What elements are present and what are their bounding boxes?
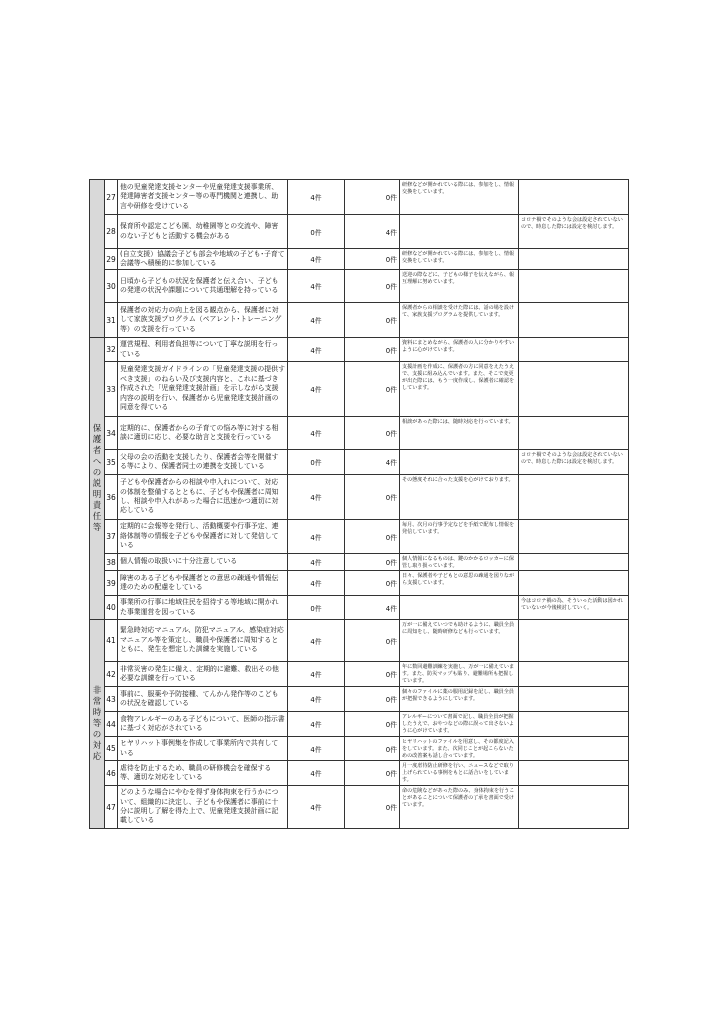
- table-row: [90, 662, 629, 687]
- comment-cell: 資料にまとめながら、保護者の人に分かりやすいように心がけています。: [400, 338, 519, 362]
- improvement-cell: [519, 554, 629, 571]
- yes-count-cell: 4件: [288, 662, 345, 687]
- item-number-cell: 37: [105, 520, 118, 554]
- comment-cell: 月一度虐待防止研修を行い、ニュースなどで取り上げられている事例をもとに話合いをしています。: [400, 761, 519, 786]
- improvement-cell: [519, 270, 629, 303]
- item-description-cell: 定期的に、保護者からの子育ての悩み等に対する相談に適切に応じ、必要な助言と支援を行っている: [118, 417, 288, 450]
- no-count-cell: 0件: [345, 761, 400, 786]
- improvement-cell: [519, 417, 629, 450]
- improvement-cell: コロナ禍でそのような会は設定されていないので、時息した際には設定を検討します。: [519, 450, 629, 475]
- improvement-cell: [519, 362, 629, 417]
- item-description-cell: 運営規程、利用者負担等について丁寧な説明を行っている: [118, 338, 288, 362]
- table-row: [90, 249, 629, 270]
- item-number-cell: 36: [105, 475, 118, 520]
- comment-cell: 保護者からの相談を受けた際には、話の場を設けて、家族支援プログラムを提供しています。: [400, 303, 519, 338]
- category-cell-emergency-response: [90, 620, 105, 829]
- item-number-cell: 47: [105, 786, 118, 829]
- table-row: [90, 687, 629, 712]
- table-row: [90, 520, 629, 554]
- no-count-cell: 4件: [345, 596, 400, 620]
- yes-count-cell: 4件: [288, 475, 345, 520]
- no-count-cell: 0件: [345, 520, 400, 554]
- item-description-cell: 障害のある子どもや保護者との意思の疎通や情報伝達のための配慮をしている: [118, 571, 288, 596]
- item-number-cell: 41: [105, 620, 118, 662]
- item-number-cell: 28: [105, 215, 118, 249]
- item-number-cell: 32: [105, 338, 118, 362]
- item-description-cell: (自立支援）協議会子ども部会や地域の子ども･子育て会議等へ積極的に参加している: [118, 249, 288, 270]
- item-number-cell: 29: [105, 249, 118, 270]
- item-number-cell: 40: [105, 596, 118, 620]
- table-row: [90, 712, 629, 737]
- item-description-cell: ヒヤリハット事例集を作成して事業所内で共有している: [118, 737, 288, 761]
- improvement-cell: [519, 620, 629, 662]
- comment-cell: [400, 596, 519, 620]
- yes-count-cell: 4件: [288, 620, 345, 662]
- no-count-cell: 0件: [345, 554, 400, 571]
- improvement-cell: [519, 737, 629, 761]
- comment-cell: [400, 450, 519, 475]
- yes-count-cell: 4件: [288, 687, 345, 712]
- comment-cell: 命の危険などがあった際のみ、身体拘束を行うことがあることについて保護者の了承を書面で受けています。: [400, 786, 519, 829]
- item-number-cell: 44: [105, 712, 118, 737]
- yes-count-cell: 4件: [288, 303, 345, 338]
- comment-cell: 支援計画を作成に、保護者の方に同意をえたうえで、支援に組み込んでいます。また、そこで変更が出た際には、もう一度作成し、保護者に確認をしています。: [400, 362, 519, 417]
- no-count-cell: 0件: [345, 662, 400, 687]
- yes-count-cell: 0件: [288, 450, 345, 475]
- item-description-cell: 児童発達支援ガイドラインの「児童発達支援の提供すべき支援」のねらい及び支援内容と、これに基づき作成された「児童発達支援計画」を示しながら支援内容の説明を行い、保護者から児童発達支援計画の同意を得ている: [118, 362, 288, 417]
- yes-count-cell: 4件: [288, 554, 345, 571]
- improvement-cell: [519, 520, 629, 554]
- item-number-cell: 31: [105, 303, 118, 338]
- no-count-cell: 0件: [345, 180, 400, 215]
- category-label: 保護者への説明責任等: [92, 423, 102, 533]
- no-count-cell: 0件: [345, 249, 400, 270]
- item-description-cell: 定期的に会報等を発行し、活動概要や行事予定、連絡体制等の情報を子どもや保護者に対して発信している: [118, 520, 288, 554]
- yes-count-cell: 4件: [288, 338, 345, 362]
- item-description-cell: 虐待を防止するため、職員の研修機会を確保する等、適切な対応をしている: [118, 761, 288, 786]
- comment-cell: ヒヤリハットのファイルを用意し、その都度記入をしています。また、次同じことが起こらないための改善案も話し合っています。: [400, 737, 519, 761]
- item-number-cell: 35: [105, 450, 118, 475]
- yes-count-cell: 0件: [288, 596, 345, 620]
- yes-count-cell: 4件: [288, 180, 345, 215]
- yes-count-cell: 4件: [288, 712, 345, 737]
- comment-cell: その態度それに合った支援を心がけております。: [400, 475, 519, 520]
- comment-cell: 個人情報になるものは、鍵のかかるロッカーに保管し取り扱っています。: [400, 554, 519, 571]
- category-cell-guardian-accountability: [90, 338, 105, 620]
- table-row: [90, 180, 629, 215]
- improvement-cell: [519, 687, 629, 712]
- improvement-cell: [519, 761, 629, 786]
- table-row: [90, 737, 629, 761]
- evaluation-table: [89, 179, 629, 829]
- no-count-cell: 0件: [345, 338, 400, 362]
- yes-count-cell: 4件: [288, 761, 345, 786]
- item-number-cell: 27: [105, 180, 118, 215]
- table-row: [90, 786, 629, 829]
- no-count-cell: 0件: [345, 786, 400, 829]
- item-description-cell: 保育所や認定こども園、幼稚園等との交流や、障害のない子どもと活動する機会がある: [118, 215, 288, 249]
- item-description-cell: 緊急時対応マニュアル、防犯マニュアル、感染症対応マニュアル等を策定し、職員や保護者に周知するとともに、発生を想定した訓練を実施している: [118, 620, 288, 662]
- yes-count-cell: 4件: [288, 571, 345, 596]
- yes-count-cell: 4件: [288, 417, 345, 450]
- improvement-cell: [519, 338, 629, 362]
- item-number-cell: 46: [105, 761, 118, 786]
- comment-cell: 万が一に備えていつでも助けるように、職員全員に周知をし、随時研修なども行っています。: [400, 620, 519, 662]
- no-count-cell: 0件: [345, 362, 400, 417]
- item-number-cell: 34: [105, 417, 118, 450]
- comment-cell: 研修などが開かれている際には、参加をし、情報交換をしています。: [400, 249, 519, 270]
- comment-cell: アレルギーについて書面で記し、職員全員が把握したうえで、おやつなどの際に誤って出さないように心がけています。: [400, 712, 519, 737]
- table-row: [90, 450, 629, 475]
- no-count-cell: 4件: [345, 450, 400, 475]
- no-count-cell: 0件: [345, 687, 400, 712]
- table-row: [90, 571, 629, 596]
- table-row: [90, 215, 629, 249]
- improvement-cell: [519, 662, 629, 687]
- comment-cell: 日々、保護者や子どもとの意思の疎通を図りながら支援しています。: [400, 571, 519, 596]
- yes-count-cell: 4件: [288, 786, 345, 829]
- comment-cell: 個々のファイルに薬の服用記録を記し、職員全員が把握できるようにしています。: [400, 687, 519, 712]
- item-number-cell: 38: [105, 554, 118, 571]
- item-number-cell: 30: [105, 270, 118, 303]
- no-count-cell: 0件: [345, 303, 400, 338]
- yes-count-cell: 4件: [288, 520, 345, 554]
- table-row: [90, 554, 629, 571]
- no-count-cell: 0件: [345, 737, 400, 761]
- no-count-cell: 0件: [345, 417, 400, 450]
- category-label: 非常時等の対応: [92, 685, 102, 762]
- category-cell-prev: [90, 180, 105, 338]
- no-count-cell: 0件: [345, 571, 400, 596]
- comment-cell: 年に数回避難訓練を実施し、万が一に備えています。また、防災マップも貼り、避難場所も把握しています。: [400, 662, 519, 687]
- yes-count-cell: 0件: [288, 215, 345, 249]
- table-row: [90, 475, 629, 520]
- comment-cell: [400, 215, 519, 249]
- no-count-cell: 0件: [345, 475, 400, 520]
- item-description-cell: 日頃から子どもの状況を保護者と伝え合い、子どもの発達の状況や課題について共通理解を持っている: [118, 270, 288, 303]
- table-row: [90, 270, 629, 303]
- yes-count-cell: 4件: [288, 270, 345, 303]
- item-description-cell: どのような場合にやむを得ず身体拘束を行うかについて、組織的に決定し、子どもや保護者に事前に十分に説明し了解を得た上で、児童発達支援計画に記載している: [118, 786, 288, 829]
- no-count-cell: 4件: [345, 215, 400, 249]
- item-description-cell: 父母の会の活動を支援したり、保護者会等を開催する等により、保護者同士の連携を支援している: [118, 450, 288, 475]
- yes-count-cell: 4件: [288, 737, 345, 761]
- improvement-cell: [519, 571, 629, 596]
- item-description-cell: 非常災害の発生に備え、定期的に避難、救出その他必要な訓練を行っている: [118, 662, 288, 687]
- comment-cell: 相談があった際には、随時対応を行っています。: [400, 417, 519, 450]
- item-description-cell: 食物アレルギーのある子どもについて、医師の指示書に基づく対応がされている: [118, 712, 288, 737]
- item-description-cell: 子どもや保護者からの相談や申入れについて、対応の体制を整備するとともに、子どもや保護者に周知し、相談や申入れがあった場合に迅速かつ適切に対応している: [118, 475, 288, 520]
- table-row: [90, 620, 629, 662]
- comment-cell: 研修などが開かれている際には、参加をし、情報交換をしています。: [400, 180, 519, 215]
- improvement-cell: [519, 786, 629, 829]
- comment-cell: 送迎の際などに、子どもの様子を伝えながら、報互理解に努めています。: [400, 270, 519, 303]
- improvement-cell: 今はコロナ禍の為、そういった活動は図かれていないが今後検討していく。: [519, 596, 629, 620]
- table-row: [90, 303, 629, 338]
- item-description-cell: 保護者の対応力の向上を図る観点から、保護者に対して家族支援プログラム（ペアレント･トレーニング等）の支援を行っている: [118, 303, 288, 338]
- table-row: [90, 596, 629, 620]
- item-number-cell: 33: [105, 362, 118, 417]
- yes-count-cell: 4件: [288, 362, 345, 417]
- item-number-cell: 39: [105, 571, 118, 596]
- item-number-cell: 43: [105, 687, 118, 712]
- improvement-cell: [519, 249, 629, 270]
- no-count-cell: 0件: [345, 620, 400, 662]
- no-count-cell: 0件: [345, 270, 400, 303]
- item-description-cell: 他の児童発達支援センターや児童発達支援事業所、発達障害者支援センター等の専門機関と連携し、助言や研修を受けている: [118, 180, 288, 215]
- improvement-cell: [519, 712, 629, 737]
- improvement-cell: [519, 303, 629, 338]
- table-row: [90, 761, 629, 786]
- no-count-cell: 0件: [345, 712, 400, 737]
- item-number-cell: 42: [105, 662, 118, 687]
- item-description-cell: 個人情報の取扱いに十分注意している: [118, 554, 288, 571]
- item-description-cell: 事前に、服薬や予防接種、てんかん発作等のこどもの状況を確認している: [118, 687, 288, 712]
- improvement-cell: [519, 180, 629, 215]
- item-number-cell: 45: [105, 737, 118, 761]
- table-row: [90, 417, 629, 450]
- table-row: [90, 362, 629, 417]
- item-description-cell: 事業所の行事に地域住民を招待する等地域に開かれた事業運営を図っている: [118, 596, 288, 620]
- improvement-cell: [519, 475, 629, 520]
- table-row: [90, 338, 629, 362]
- improvement-cell: コロナ禍でそのような会は設定されていないので、時息した際には設定を検討します。: [519, 215, 629, 249]
- comment-cell: 毎月、次月の行事予定などを手紙で配布し情報を発信しています。: [400, 520, 519, 554]
- yes-count-cell: 4件: [288, 249, 345, 270]
